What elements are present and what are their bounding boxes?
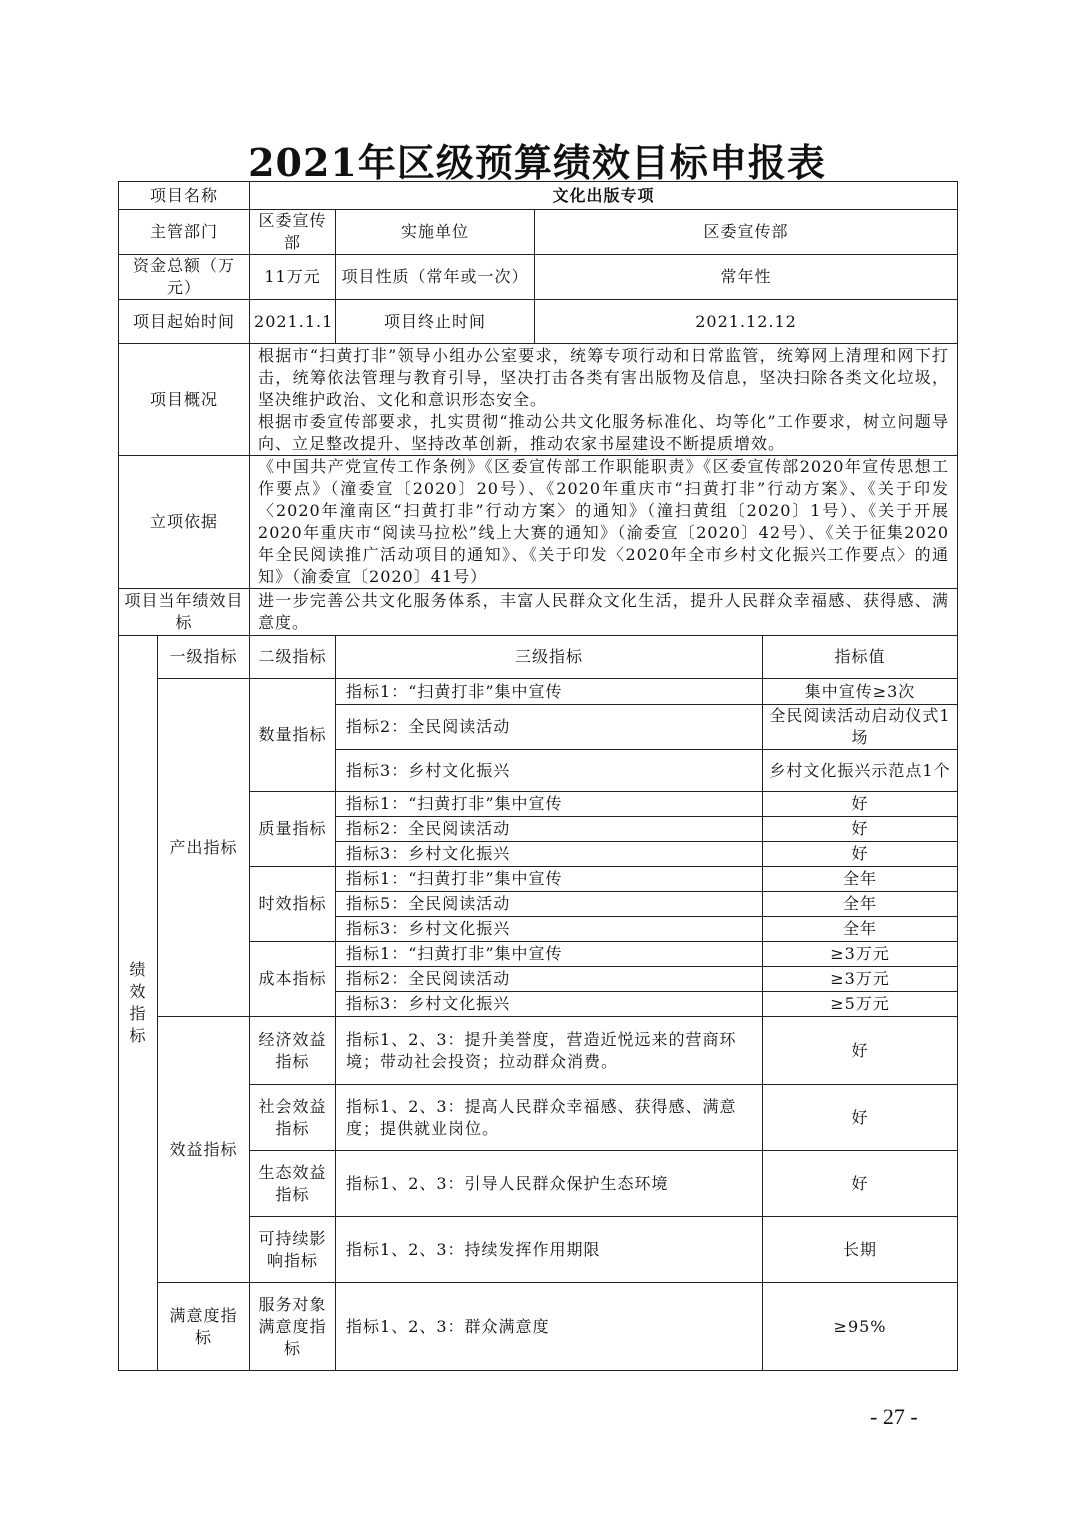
level3-indicator: 指标1、2、3：群众满意度 — [336, 1283, 763, 1371]
level3-indicator: 指标3：乡村文化振兴 — [336, 992, 763, 1017]
level2-indicator: 经济效益指标 — [250, 1017, 336, 1085]
project-name-value: 文化出版专项 — [250, 182, 958, 210]
level2-indicator: 可持续影响指标 — [250, 1217, 336, 1283]
funds-label: 资金总额（万元） — [119, 255, 250, 300]
level2-indicator: 社会效益指标 — [250, 1085, 336, 1151]
level3-indicator: 指标1：“扫黄打非”集中宣传 — [336, 942, 763, 967]
page-number: - 27 - — [870, 1404, 918, 1429]
table-row — [119, 1017, 958, 1085]
level3-indicator: 指标3：乡村文化振兴 — [336, 917, 763, 942]
header-level3: 三级指标 — [336, 636, 763, 679]
end-label: 项目终止时间 — [336, 300, 535, 344]
output-indicator-label: 产出指标 — [158, 679, 250, 1017]
impl-label: 实施单位 — [336, 210, 535, 255]
nature-label: 项目性质（常年或一次） — [336, 255, 535, 300]
start-value: 2021.1.1 — [250, 300, 336, 344]
funds-value: 11万元 — [250, 255, 336, 300]
indicator-value: 好 — [763, 817, 958, 842]
indicator-value: 好 — [763, 1151, 958, 1217]
level2-indicator: 成本指标 — [250, 942, 336, 1017]
satisfaction-indicator-label: 满意度指标 — [158, 1283, 250, 1371]
end-value: 2021.12.12 — [535, 300, 958, 344]
overview-label: 项目概况 — [119, 344, 250, 456]
overview-text — [250, 344, 958, 456]
level3-indicator: 指标1：“扫黄打非”集中宣传 — [336, 867, 763, 892]
level3-indicator: 指标3：乡村文化振兴 — [336, 842, 763, 867]
header-level1: 一级指标 — [158, 636, 250, 679]
indicator-value: 好 — [763, 1085, 958, 1151]
indicator-value: 集中宣传≥3次 — [763, 679, 958, 705]
indicator-value: 全年 — [763, 867, 958, 892]
level3-indicator: 指标2：全民阅读活动 — [336, 705, 763, 750]
goal-text: 进一步完善公共文化服务体系，丰富人民群众文化生活，提升人民群众幸福感、获得感、满意度。 — [250, 589, 958, 636]
indicator-value: 好 — [763, 792, 958, 817]
budget-table — [118, 181, 958, 1371]
nature-value: 常年性 — [535, 255, 958, 300]
header-level2: 二级指标 — [250, 636, 336, 679]
indicator-value: 长期 — [763, 1217, 958, 1283]
table-row — [119, 679, 958, 705]
indicator-value: ≥3万元 — [763, 967, 958, 992]
indicator-value: 乡村文化振兴示范点1个 — [763, 750, 958, 792]
page-title: 2021年区级预算绩效目标申报表 — [248, 140, 826, 185]
level2-indicator: 时效指标 — [250, 867, 336, 942]
level3-indicator: 指标1：“扫黄打非”集中宣传 — [336, 792, 763, 817]
indicator-value: 全民阅读活动启动仪式1场 — [763, 705, 958, 750]
level3-indicator: 指标1、2、3：引导人民群众保护生态环境 — [336, 1151, 763, 1217]
impl-value: 区委宣传部 — [535, 210, 958, 255]
level3-indicator: 指标3：乡村文化振兴 — [336, 750, 763, 792]
benefit-indicator-label: 效益指标 — [158, 1017, 250, 1283]
level2-indicator: 生态效益指标 — [250, 1151, 336, 1217]
indicator-value: 全年 — [763, 892, 958, 917]
project-name-label: 项目名称 — [119, 182, 250, 210]
indicator-value: 全年 — [763, 917, 958, 942]
dept-value: 区委宣传部 — [250, 210, 336, 255]
basis-label: 立项依据 — [119, 456, 250, 589]
level3-indicator: 指标1：“扫黄打非”集中宣传 — [336, 679, 763, 705]
level3-indicator: 指标1、2、3：提升美誉度，营造近悦远来的营商环境；带动社会投资；拉动群众消费。 — [336, 1017, 763, 1085]
level3-indicator: 指标1、2、3：提高人民群众幸福感、获得感、满意度；提供就业岗位。 — [336, 1085, 763, 1151]
goal-label: 项目当年绩效目标 — [119, 589, 250, 636]
level3-indicator: 指标2：全民阅读活动 — [336, 967, 763, 992]
overview-p2: 根据市委宣传部要求，扎实贯彻“推动公共文化服务标准化、均等化”工作要求，树立问题导向、立足整改提升、坚持改革创新，推动农家书屋建设不断提质增效。 — [258, 411, 950, 453]
level2-indicator: 质量指标 — [250, 792, 336, 867]
dept-label: 主管部门 — [119, 210, 250, 255]
level2-indicator: 数量指标 — [250, 679, 336, 792]
overview-p1: 根据市“扫黄打非”领导小组办公室要求，统筹专项行动和日常监管，统筹网上清理和网下打击，统筹依法管理与教育引导，坚决打击各类有害出版物及信息，坚决扫除各类文化垃圾，坚决维护政治、文化和意识形态安全。 — [258, 345, 950, 409]
performance-indicators-label: 绩效指标 — [119, 636, 158, 1371]
indicator-value: ≥95% — [763, 1283, 958, 1371]
indicator-value: ≥5万元 — [763, 992, 958, 1017]
indicator-value: 好 — [763, 842, 958, 867]
table-row — [119, 1283, 958, 1371]
level3-indicator: 指标5：全民阅读活动 — [336, 892, 763, 917]
basis-text: 《中国共产党宣传工作条例》《区委宣传部工作职能职责》《区委宣传部2020年宣传思想工作要点》（潼委宣〔2020〕20号）、《2020年重庆市“扫黄打非”行动方案》、《关于印发〈2020年潼南区“扫黄打非”行动方案〉的通知》（潼扫黄组〔2020〕1号）、《关于开展2020年重庆市“阅读马拉松”线上大赛的通知》（渝委宣〔2020〕42号）、《关于征集2020年全民阅读推广活动项目的通知》、《关于印发〈2020年全市乡村文化振兴工作要点〉的通知》（渝委宣〔2020〕41号） — [250, 456, 958, 589]
header-value: 指标值 — [763, 636, 958, 679]
indicator-value: ≥3万元 — [763, 942, 958, 967]
level2-indicator: 服务对象满意度指标 — [250, 1283, 336, 1371]
indicator-value: 好 — [763, 1017, 958, 1085]
start-label: 项目起始时间 — [119, 300, 250, 344]
level3-indicator: 指标1、2、3：持续发挥作用期限 — [336, 1217, 763, 1283]
level3-indicator: 指标2：全民阅读活动 — [336, 817, 763, 842]
